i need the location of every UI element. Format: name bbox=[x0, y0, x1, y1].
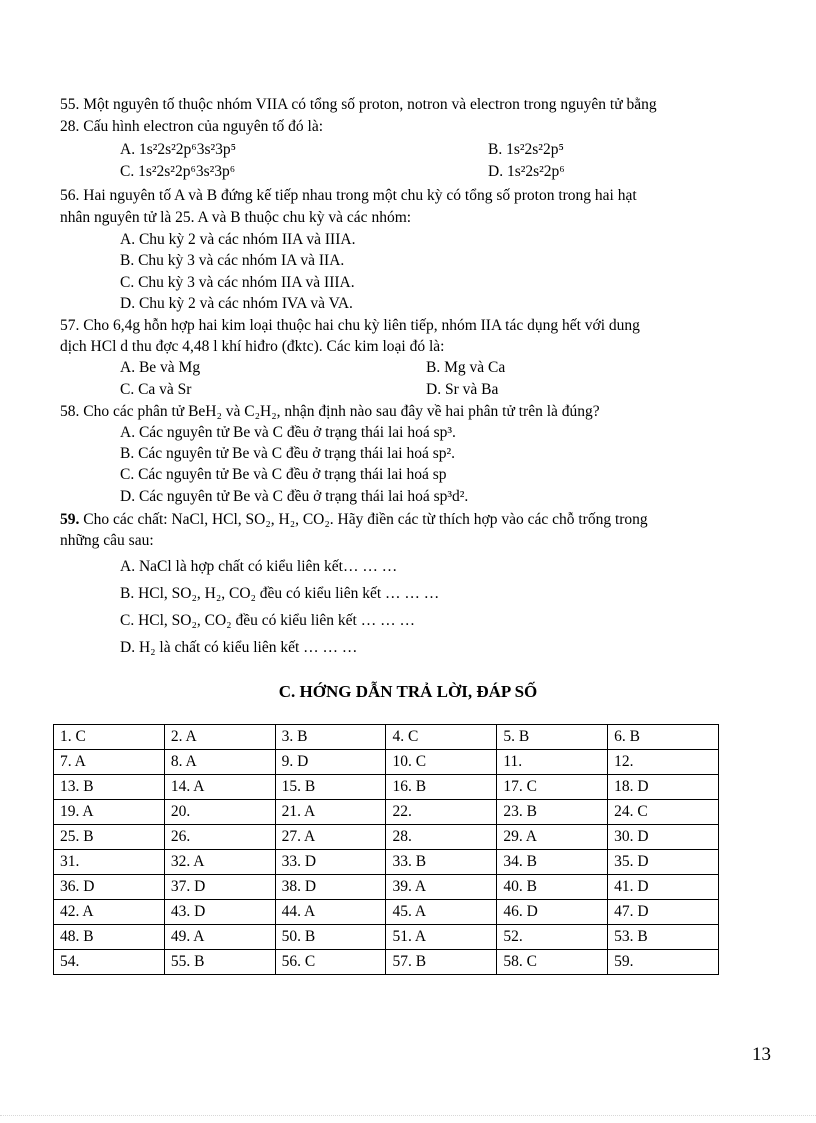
q57-option-c: C. Ca và Sr bbox=[120, 381, 192, 398]
q59-text: Cho các chất: NaCl, HCl, SO₂, H₂, CO₂. Hãy điền các từ thích hợp vào các chỗ trống trong bbox=[79, 511, 648, 528]
table-row bbox=[54, 900, 719, 925]
q59-text-line1 bbox=[60, 510, 648, 530]
answer-cell: 8. A bbox=[164, 750, 275, 775]
answer-cell: 23. B bbox=[497, 800, 608, 825]
answer-cell: 40. B bbox=[497, 875, 608, 900]
answer-cell: 56. C bbox=[275, 950, 386, 975]
answer-cell: 29. A bbox=[497, 825, 608, 850]
table-row bbox=[54, 925, 719, 950]
answer-cell: 34. B bbox=[497, 850, 608, 875]
answer-cell: 4. C bbox=[386, 725, 497, 750]
footer-divider bbox=[0, 1115, 816, 1116]
q56-text-line2: nhân nguyên tử là 25. A và B thuộc chu kỳ và các nhóm: bbox=[60, 209, 412, 226]
answer-cell: 15. B bbox=[275, 775, 386, 800]
table-row bbox=[54, 750, 719, 775]
answer-cell: 21. A bbox=[275, 800, 386, 825]
answer-cell: 49. A bbox=[164, 925, 275, 950]
q56-option-a: A. Chu kỳ 2 và các nhóm IIA và IIIA. bbox=[120, 231, 356, 248]
answer-cell: 52. bbox=[497, 925, 608, 950]
q55-option-d: D. 1s²2s²2p⁶ bbox=[488, 163, 565, 180]
table-row bbox=[54, 875, 719, 900]
page-number: 13 bbox=[752, 1044, 771, 1065]
answer-cell: 22. bbox=[386, 800, 497, 825]
q58-option-d: D. Các nguyên tử Be và C đều ở trạng thái lai hoá sp³d². bbox=[120, 488, 469, 505]
answer-cell: 20. bbox=[164, 800, 275, 825]
section-title: C. HỚNG DẪN TRẢ LỜI, ĐÁP SỐ bbox=[278, 682, 538, 701]
answer-cell: 24. C bbox=[608, 800, 719, 825]
table-row bbox=[54, 850, 719, 875]
q56-text-line1: 56. Hai nguyên tố A và B đứng kế tiếp nhau trong một chu kỳ có tổng số proton trong hai hạt bbox=[60, 187, 637, 204]
answer-cell: 6. B bbox=[608, 725, 719, 750]
answer-cell: 31. bbox=[54, 850, 165, 875]
answer-cell: 30. D bbox=[608, 825, 719, 850]
answer-cell: 53. B bbox=[608, 925, 719, 950]
answer-cell: 38. D bbox=[275, 875, 386, 900]
q55-option-b: B. 1s²2s²2p⁵ bbox=[488, 141, 564, 158]
answer-cell: 3. B bbox=[275, 725, 386, 750]
table-row bbox=[54, 950, 719, 975]
answer-cell: 1. C bbox=[54, 725, 165, 750]
answer-cell: 12. bbox=[608, 750, 719, 775]
table-row bbox=[54, 775, 719, 800]
answer-cell: 13. B bbox=[54, 775, 165, 800]
q56-option-d: D. Chu kỳ 2 và các nhóm IVA và VA. bbox=[120, 295, 353, 312]
q59-option-c: C. HCl, SO₂, CO₂ đều có kiểu liên kết … … … bbox=[120, 612, 415, 629]
answer-cell: 42. A bbox=[54, 900, 165, 925]
q58-text-line1: 58. Cho các phân tử BeH₂ và C₂H₂, nhận định nào sau đây về hai phân tử trên là đúng? bbox=[60, 403, 600, 420]
answer-cell: 33. B bbox=[386, 850, 497, 875]
q57-option-b: B. Mg và Ca bbox=[426, 359, 506, 376]
q57-option-d: D. Sr và Ba bbox=[426, 381, 499, 398]
answer-table-body bbox=[54, 725, 719, 975]
q55-option-a: A. 1s²2s²2p⁶3s²3p⁵ bbox=[120, 141, 237, 158]
q59-option-a: A. NaCl là hợp chất có kiểu liên kết… … … bbox=[120, 558, 398, 575]
table-row bbox=[54, 800, 719, 825]
answer-cell: 39. A bbox=[386, 875, 497, 900]
answer-cell: 5. B bbox=[497, 725, 608, 750]
answer-cell: 33. D bbox=[275, 850, 386, 875]
q57-option-a: A. Be và Mg bbox=[120, 359, 201, 376]
answer-cell: 16. B bbox=[386, 775, 497, 800]
answer-cell: 36. D bbox=[54, 875, 165, 900]
answer-cell: 59. bbox=[608, 950, 719, 975]
answer-cell: 58. C bbox=[497, 950, 608, 975]
answer-cell: 11. bbox=[497, 750, 608, 775]
q58-option-a: A. Các nguyên tử Be và C đều ở trạng thái lai hoá sp³. bbox=[120, 424, 456, 441]
answer-cell: 9. D bbox=[275, 750, 386, 775]
q55-text-line2: 28. Cấu hình electron của nguyên tố đó là: bbox=[60, 118, 324, 135]
answer-cell: 10. C bbox=[386, 750, 497, 775]
answer-cell: 44. A bbox=[275, 900, 386, 925]
answer-cell: 7. A bbox=[54, 750, 165, 775]
answer-cell: 48. B bbox=[54, 925, 165, 950]
answer-cell: 55. B bbox=[164, 950, 275, 975]
answer-cell: 54. bbox=[54, 950, 165, 975]
answer-cell: 27. A bbox=[275, 825, 386, 850]
q56-option-b: B. Chu kỳ 3 và các nhóm IA và IIA. bbox=[120, 252, 345, 269]
q59-text-line2: những câu sau: bbox=[60, 532, 154, 549]
answer-cell: 18. D bbox=[608, 775, 719, 800]
answer-cell: 50. B bbox=[275, 925, 386, 950]
answer-cell: 19. A bbox=[54, 800, 165, 825]
answer-cell: 14. A bbox=[164, 775, 275, 800]
q58-option-b: B. Các nguyên tử Be và C đều ở trạng thái lai hoá sp². bbox=[120, 445, 456, 462]
q55-text-line1: 55. Một nguyên tố thuộc nhóm VIIA có tổng số proton, notron và electron trong nguyên tử bằng bbox=[60, 96, 657, 113]
answer-cell: 43. D bbox=[164, 900, 275, 925]
answer-cell: 35. D bbox=[608, 850, 719, 875]
q59-number: 59. bbox=[60, 511, 80, 528]
answer-cell: 32. A bbox=[164, 850, 275, 875]
q59-option-d: D. H₂ là chất có kiểu liên kết … … … bbox=[120, 639, 358, 656]
answer-cell: 51. A bbox=[386, 925, 497, 950]
q57-text-line1: 57. Cho 6,4g hỗn hợp hai kim loại thuộc hai chu kỳ liên tiếp, nhóm IIA tác dụng hết với dung bbox=[60, 317, 640, 334]
answer-cell: 46. D bbox=[497, 900, 608, 925]
answer-cell: 45. A bbox=[386, 900, 497, 925]
answer-cell: 2. A bbox=[164, 725, 275, 750]
q58-option-c: C. Các nguyên tử Be và C đều ở trạng thái lai hoá sp bbox=[120, 466, 447, 483]
answer-cell: 28. bbox=[386, 825, 497, 850]
answer-cell: 37. D bbox=[164, 875, 275, 900]
answer-cell: 26. bbox=[164, 825, 275, 850]
answer-cell: 57. B bbox=[386, 950, 497, 975]
answer-cell: 41. D bbox=[608, 875, 719, 900]
q56-option-c: C. Chu kỳ 3 và các nhóm IIA và IIIA. bbox=[120, 274, 355, 291]
answer-cell: 25. B bbox=[54, 825, 165, 850]
table-row bbox=[54, 725, 719, 750]
q55-option-c: C. 1s²2s²2p⁶3s²3p⁶ bbox=[120, 163, 236, 180]
answer-cell: 47. D bbox=[608, 900, 719, 925]
answer-table bbox=[53, 724, 719, 975]
answer-cell: 17. C bbox=[497, 775, 608, 800]
table-row bbox=[54, 825, 719, 850]
q59-option-b: B. HCl, SO₂, H₂, CO₂ đều có kiểu liên kết … … … bbox=[120, 585, 440, 602]
q57-text-line2: dịch HCl d thu đợc 4,48 l khí hiđro (đktc). Các kim loại đó là: bbox=[60, 338, 445, 355]
